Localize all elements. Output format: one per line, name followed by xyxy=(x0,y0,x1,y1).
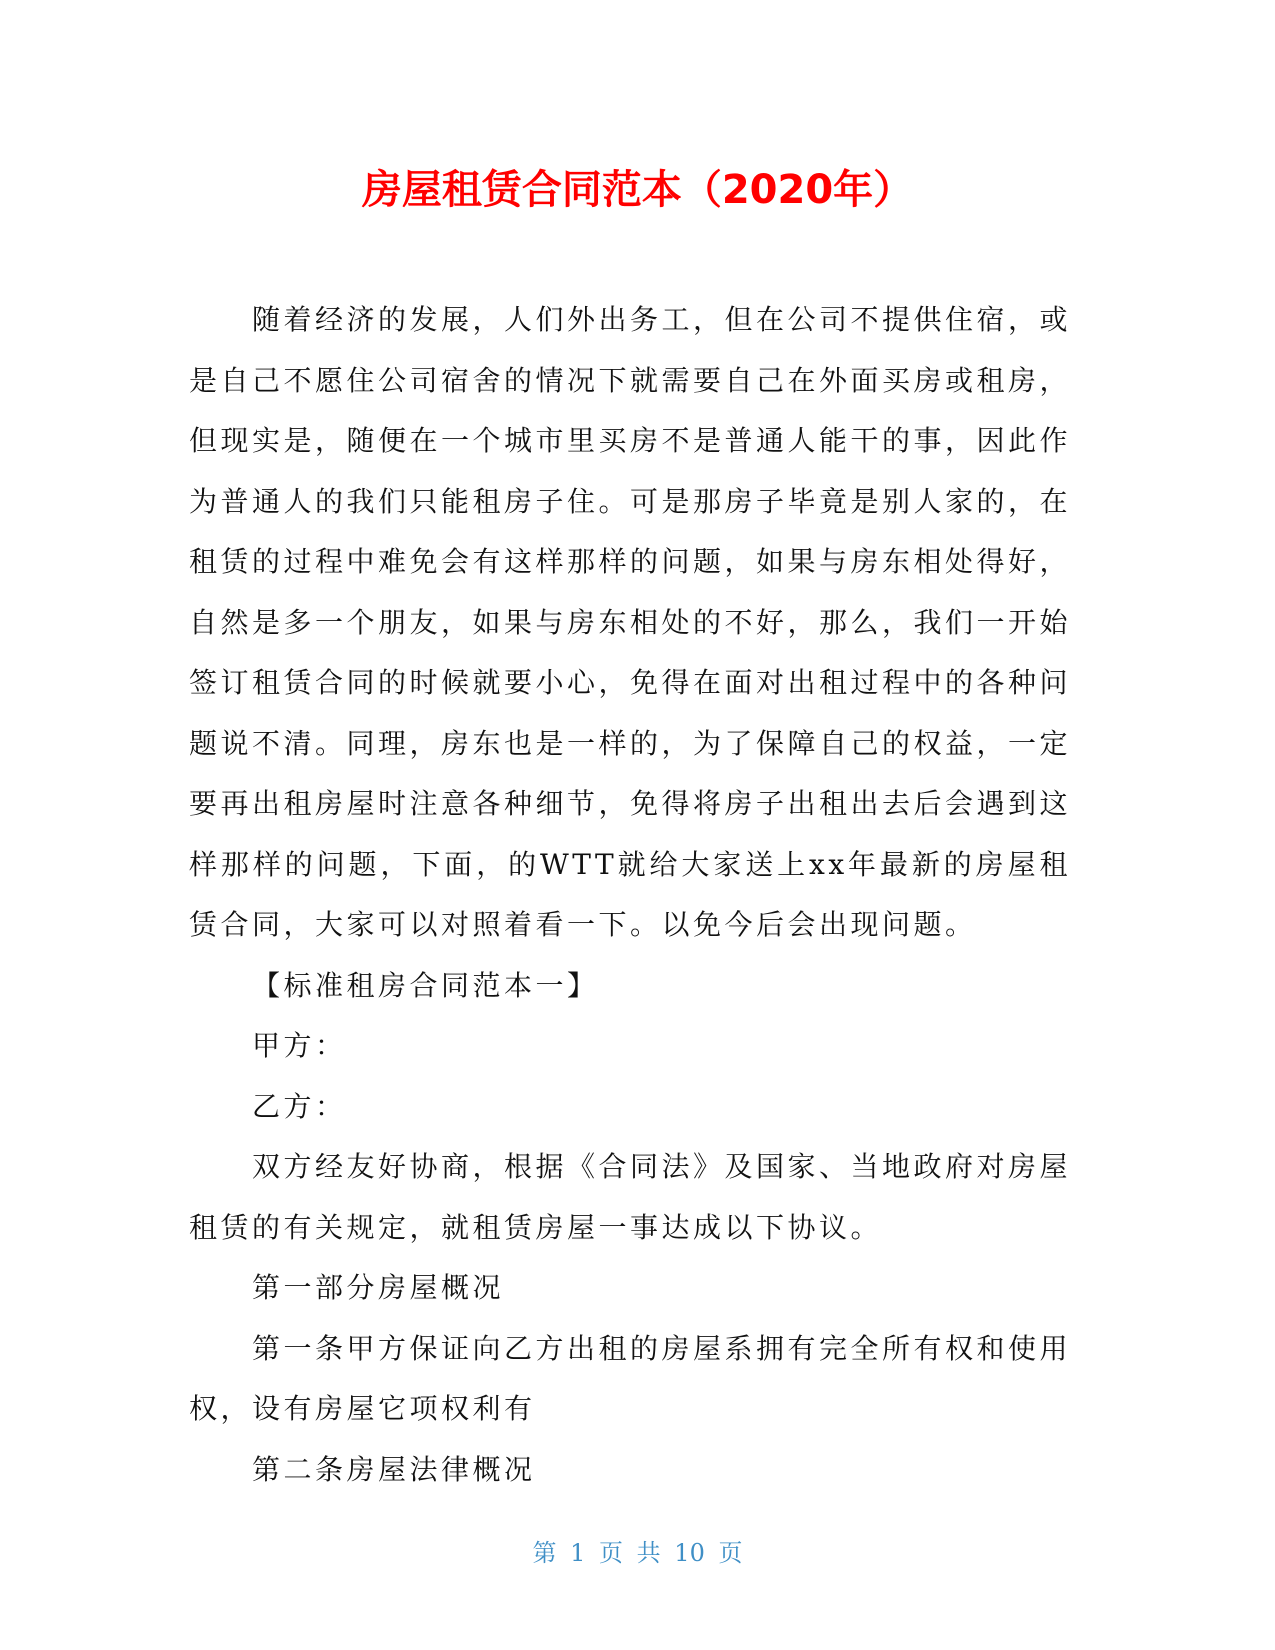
page-number-footer: 第 1 页 共 10 页 xyxy=(532,1539,743,1567)
agreement-paragraph: 双方经友好协商，根据《合同法》及国家、当地政府对房屋租赁的有关规定，就租赁房屋一事达成以下协议。 xyxy=(189,1150,1072,1244)
document-body xyxy=(189,290,1071,1500)
document-title: 房屋租赁合同范本（2020年） xyxy=(361,167,914,213)
article-two-heading: 第二条房屋法律概况 xyxy=(252,1452,536,1486)
section-heading-contract-one: 【标准租房合同范本一】 xyxy=(252,968,599,1002)
part-one-heading: 第一部分房屋概况 xyxy=(252,1271,505,1304)
party-b-line: 乙方： xyxy=(252,1089,347,1123)
party-a-line: 甲方： xyxy=(252,1029,347,1062)
article-one-paragraph: 第一条甲方保证向乙方出租的房屋系拥有完全所有权和使用权，设有房屋它项权利有 xyxy=(189,1331,1072,1425)
intro-paragraph: 随着经济的发展，人们外出务工，但在公司不提供住宿，或是自己不愿住公司宿舍的情况下就需要自己在外面买房或租房，但现实是，随便在一个城市里买房不是普通人能干的事，因此作为普通人的我们只能租房子住。可是那房子毕竟是别人家的，在租赁的过程中难免会有这样那样的问题，如果与房东相处得好，自然是多一个朋友，如果与房东相处的不好，那么，我们一开始签订租赁合同的时候就要小心，免得在面对出租过程中的各种问题说不清。同理，房东也是一样的，为了保障自己的权益，一定要再出租房屋时注意各种细节，免得将房子出租出去后会遇到这样那样的问题，下面，的WTT就给大家送上xx年最新的房屋租赁合同，大家可以对照着看一下。以免今后会出现问题。 xyxy=(189,303,1072,941)
